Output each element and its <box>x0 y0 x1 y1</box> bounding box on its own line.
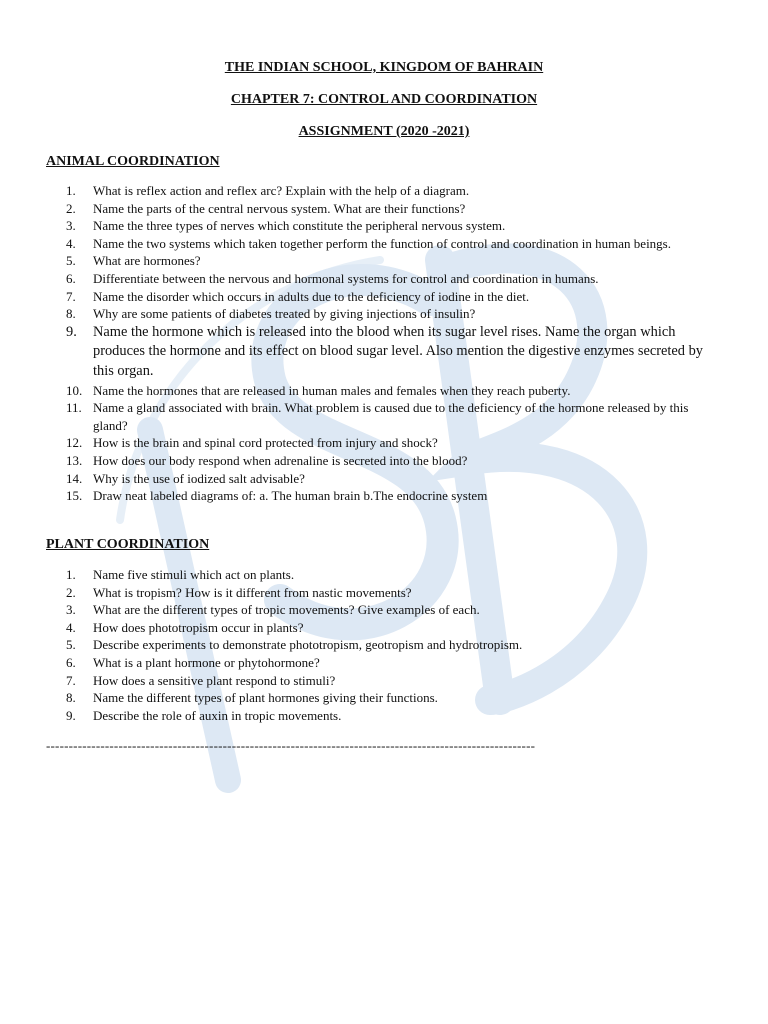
school-title: THE INDIAN SCHOOL, KINGDOM OF BAHRAIN <box>224 60 544 75</box>
question-item <box>0 619 721 637</box>
question-text: Why is the use of iodized salt advisable? <box>93 470 305 486</box>
question-item <box>0 689 721 707</box>
plant-question-list <box>0 566 721 724</box>
assignment-title: ASSIGNMENT (2020 -2021) <box>298 124 470 139</box>
question-item <box>0 399 721 434</box>
question-item <box>0 270 721 288</box>
question-item <box>0 434 721 452</box>
question-number: 3. <box>66 218 76 234</box>
question-number: 4. <box>66 235 76 251</box>
animal-coordination-heading: ANIMAL COORDINATION <box>46 154 220 169</box>
question-number: 8. <box>66 690 76 706</box>
question-number: 11. <box>66 400 82 416</box>
question-text: Name the disorder which occurs in adults due to the deficiency of iodine in the diet. <box>93 288 530 304</box>
question-text: How does our body respond when adrenaline is secreted into the blood? <box>93 452 468 468</box>
question-text: Describe the role of auxin in tropic movements. <box>93 707 342 723</box>
question-item <box>0 382 721 400</box>
question-item <box>0 452 721 470</box>
question-item <box>0 235 721 253</box>
question-item <box>0 601 721 619</box>
question-item <box>0 636 721 654</box>
question-number: 14. <box>66 470 83 486</box>
question-number: 1. <box>66 567 76 582</box>
question-number: 5. <box>66 637 76 653</box>
question-text: What are hormones? <box>93 253 201 269</box>
question-text: What is a plant hormone or phytohormone? <box>93 654 320 670</box>
chapter-title: CHAPTER 7: CONTROL AND COORDINATION <box>230 92 538 107</box>
divider-line: ------------------------------------------------------------------------------------------------------------ <box>46 738 536 753</box>
question-text: How is the brain and spinal cord protected from injury and shock? <box>93 435 438 451</box>
question-number: 8. <box>66 306 76 322</box>
question-number: 6. <box>66 270 76 286</box>
question-item <box>0 707 721 725</box>
question-number: 12. <box>66 435 83 451</box>
question-number: 13. <box>66 452 83 468</box>
question-number: 5. <box>66 253 76 269</box>
question-item <box>0 288 721 306</box>
question-number: 4. <box>66 619 76 635</box>
question-text: Name the two systems which taken together perform the function of control and coordination in human beings. <box>93 235 671 251</box>
question-number: 1. <box>66 183 76 198</box>
question-item <box>0 323 721 382</box>
question-item <box>0 200 721 218</box>
animal-question-list <box>0 182 721 505</box>
question-number: 9. <box>66 707 76 723</box>
question-text: Name the hormones that are released in human males and females when they reach puberty. <box>93 382 571 398</box>
question-number: 9. <box>66 323 77 340</box>
question-text: Draw neat labeled diagrams of: a. The human brain b.The endocrine system <box>93 488 488 504</box>
question-text: Differentiate between the nervous and hormonal systems for control and coordination in humans. <box>93 270 599 286</box>
question-number: 3. <box>66 602 76 618</box>
question-text: How does a sensitive plant respond to stimuli? <box>93 672 336 688</box>
question-text: Name the hormone which is released into the blood when its sugar level rises. Name the organ which produces the hormone and its effect on blood sugar level. Also mention the digestive enzymes secreted by this organ. <box>93 323 703 379</box>
question-item <box>0 305 721 323</box>
question-item <box>0 252 721 270</box>
question-number: 7. <box>66 288 76 304</box>
question-item <box>0 654 721 672</box>
question-text: Name the parts of the central nervous system. What are their functions? <box>93 200 466 216</box>
question-text: Name five stimuli which act on plants. <box>93 567 295 582</box>
plant-coordination-heading: PLANT COORDINATION <box>46 537 210 552</box>
question-item <box>0 566 721 584</box>
question-text: Name a gland associated with brain. What problem is caused due to the deficiency of the hormone released by this gland? <box>93 400 689 433</box>
question-item <box>0 672 721 690</box>
question-text: What is tropism? How is it different from nastic movements? <box>93 584 412 600</box>
question-text: What are the different types of tropic movements? Give examples of each. <box>93 602 480 618</box>
question-text: Why are some patients of diabetes treated by giving injections of insulin? <box>93 306 476 322</box>
question-number: 10. <box>66 382 83 398</box>
question-item <box>0 182 721 200</box>
question-number: 15. <box>66 488 83 504</box>
question-number: 7. <box>66 672 76 688</box>
question-text: Name the three types of nerves which constitute the peripheral nervous system. <box>93 218 506 234</box>
question-item <box>0 217 721 235</box>
question-text: How does phototropism occur in plants? <box>93 619 304 635</box>
question-number: 6. <box>66 654 76 670</box>
question-text: Describe experiments to demonstrate phototropism, geotropism and hydrotropism. <box>93 637 523 653</box>
question-number: 2. <box>66 584 76 600</box>
question-text: What is reflex action and reflex arc? Explain with the help of a diagram. <box>93 183 470 198</box>
question-text: Name the different types of plant hormones giving their functions. <box>93 690 438 706</box>
question-item <box>0 487 721 505</box>
question-item <box>0 470 721 488</box>
question-item <box>0 584 721 602</box>
question-number: 2. <box>66 200 76 216</box>
